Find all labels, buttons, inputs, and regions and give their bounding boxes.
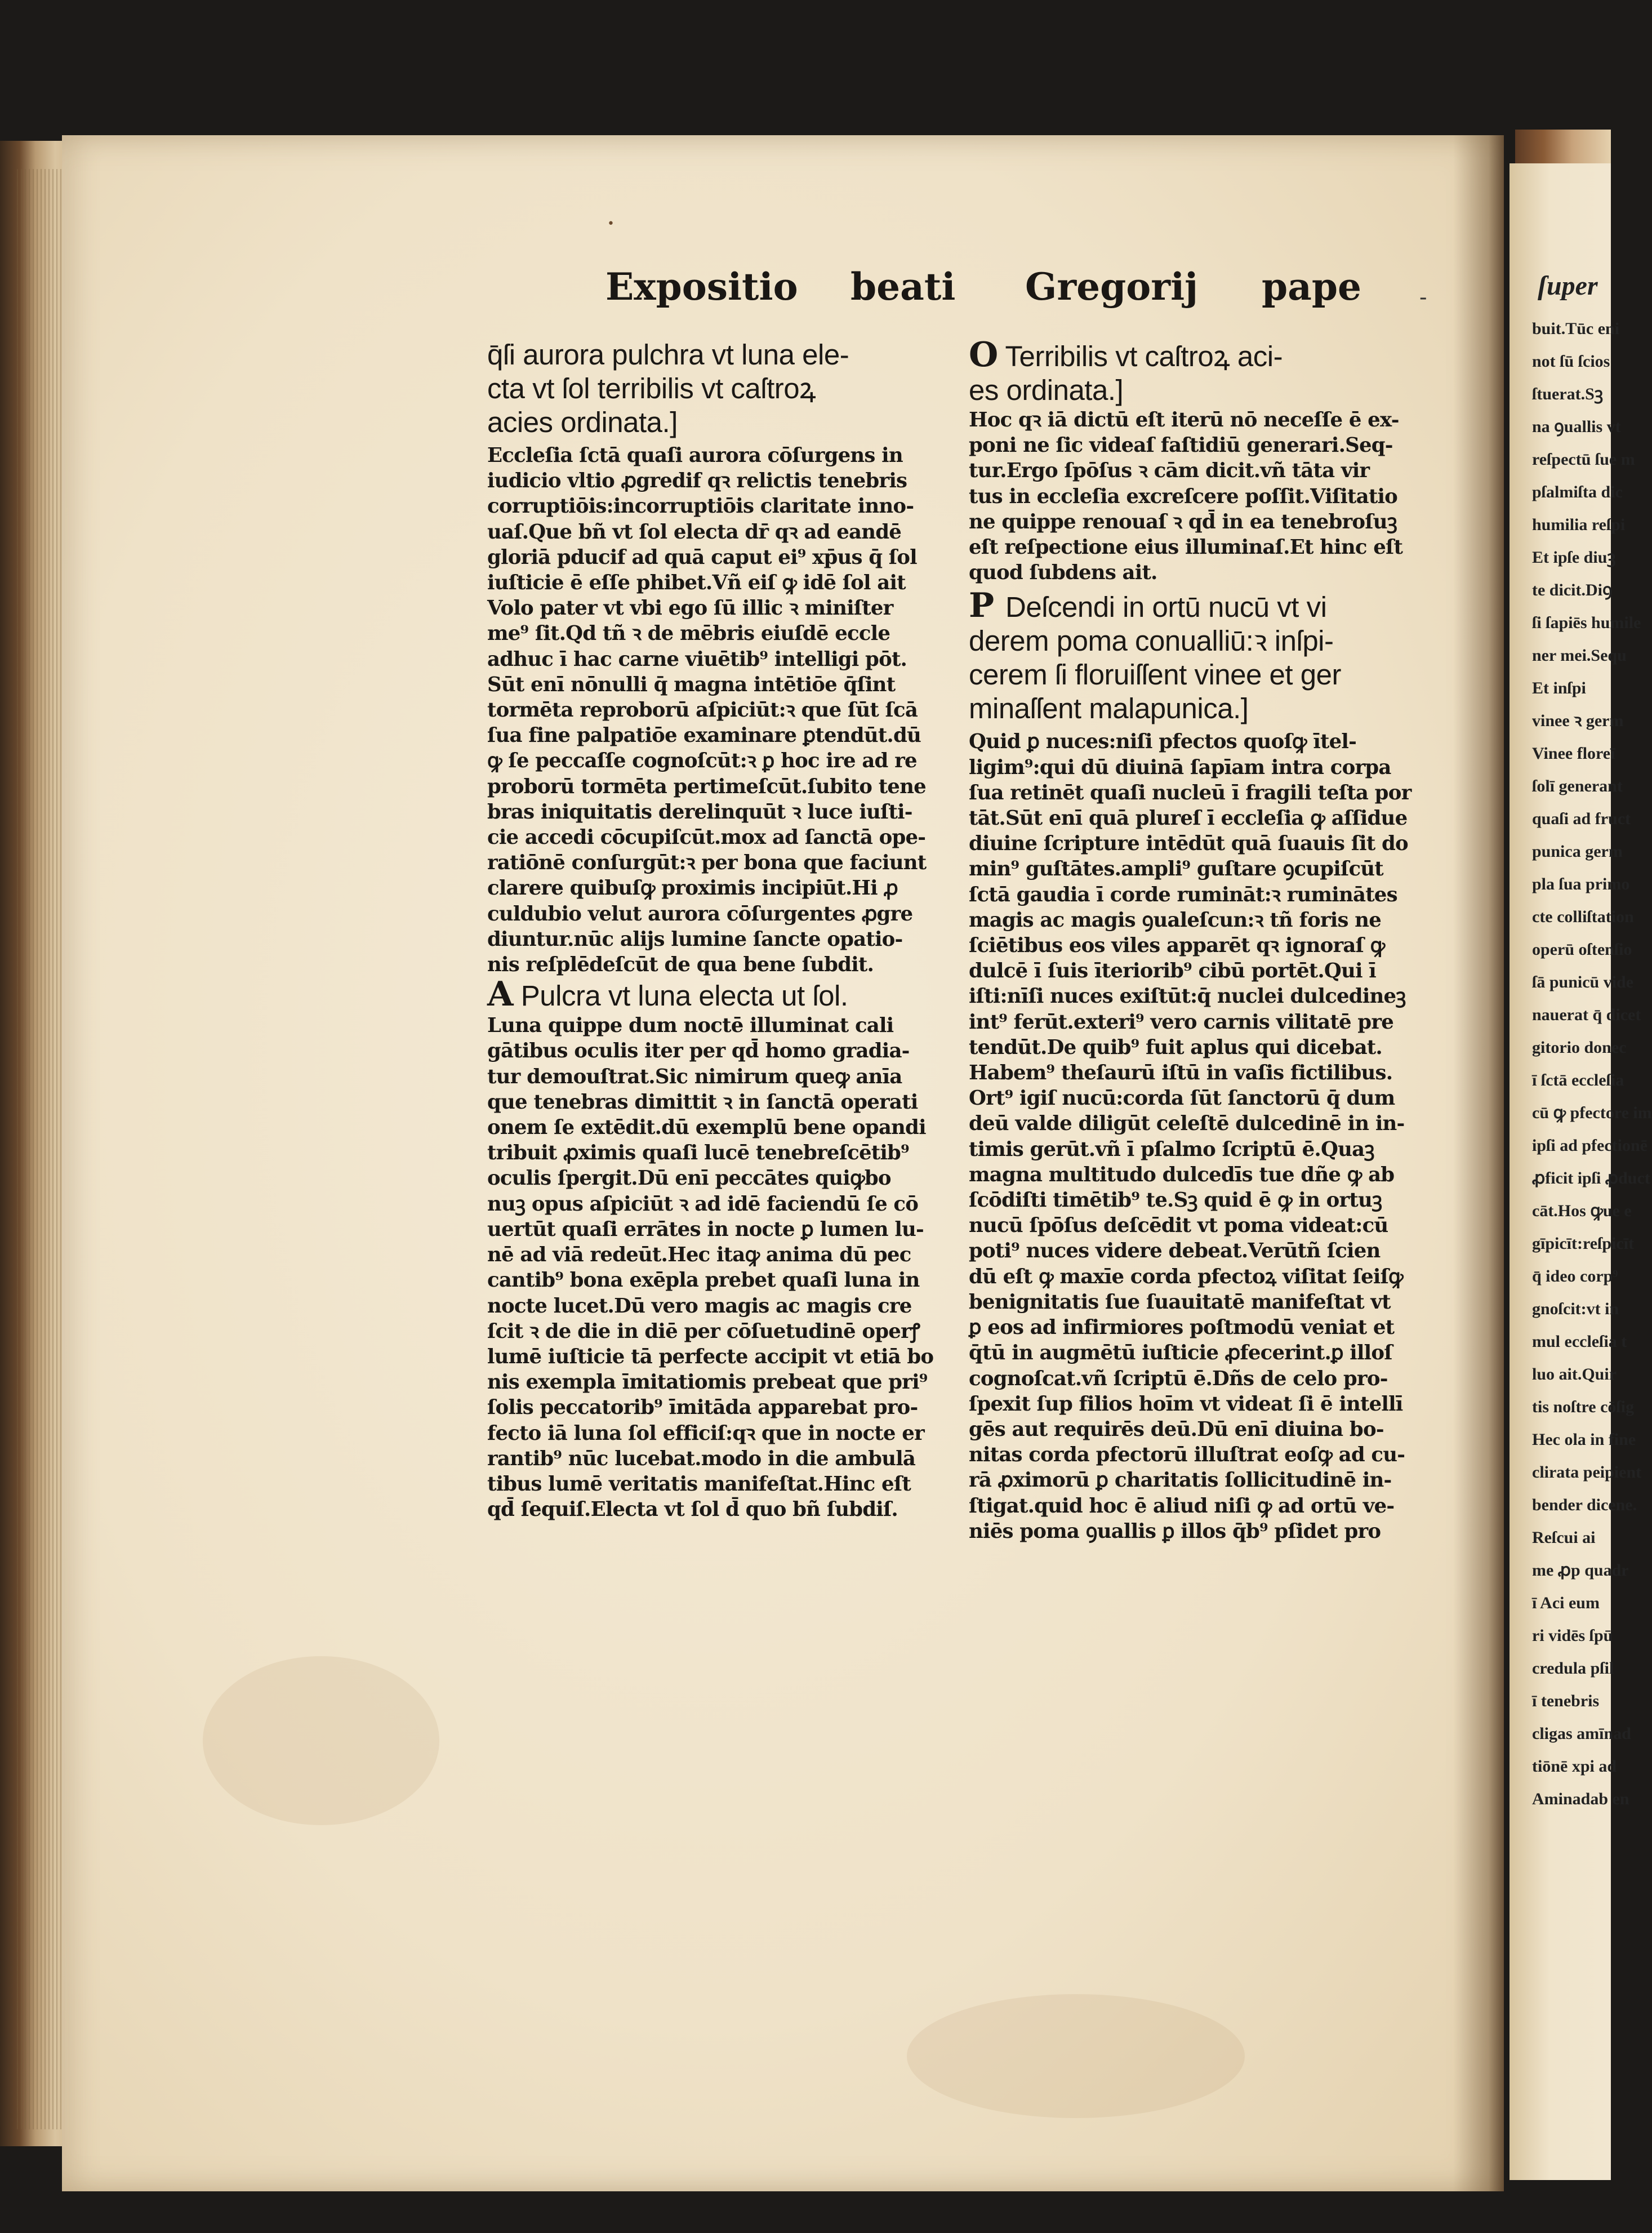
facing-page-line: not ſū ſcios	[1532, 352, 1610, 371]
text-line: timis gerūt.vñ ī pſalmo ſcriptū ē.Quaꝫ	[969, 1137, 1374, 1161]
paragraph-mark: A	[487, 975, 514, 1015]
facing-page-line: me ꝓp quadr	[1532, 1561, 1629, 1580]
ink-mark: -	[1419, 284, 1427, 310]
text-line: diuine ſcripture intēdūt quā ſuauis ſit do	[969, 832, 1408, 856]
facing-page-line: buit.Tūc eni	[1532, 319, 1620, 338]
facing-page-line: gitorio donec	[1532, 1038, 1627, 1057]
running-head-expositio: Expositio	[605, 265, 798, 309]
text-line: Quid ꝑ nuces:niſi pfectos quoſꝙ ītel-	[969, 730, 1357, 754]
text-line: proborū tormēta pertimeſcūt.ſubito tene	[487, 775, 926, 798]
lemma-line: q̄ſi aurora pulchra vt luna ele-	[487, 339, 849, 371]
facing-page-line: punica germ	[1532, 842, 1623, 861]
lemma-line: cta vt ſol terribilis vt caſtroꝝ	[487, 372, 816, 404]
text-line: diuntur.nūc alijs lumine ſancte opatio-	[487, 927, 903, 951]
facing-page-line: nauerat q̄ dicet	[1532, 1006, 1641, 1024]
facing-page-fragment	[1509, 163, 1652, 2180]
text-line: tendūt.De quib⁹ fuit aplus qui dicebat.	[969, 1035, 1382, 1059]
facing-page-line: Reſcui ai	[1532, 1528, 1596, 1547]
text-line: cantib⁹ bona exēpla prebet quaſi luna in	[487, 1269, 920, 1292]
text-line: int⁹ ferūt.exteri⁹ vero carnis vilitatē pre	[969, 1010, 1394, 1034]
text-line: nē ad viā redeūt.Hec itaꝙ anima dū pec	[487, 1243, 911, 1267]
text-line: nis exempla īmitatiomis prebeat que pri⁹	[487, 1371, 928, 1394]
text-line: tur.Ergo ſpōſus ꝛ cām dicit.vñ tāta vir	[969, 459, 1370, 483]
lemma-line: acies ordinata.]	[487, 406, 678, 438]
text-line: lumē iuſticie tā perfecte accipit vt etiā bo	[487, 1345, 934, 1368]
facing-page-line: ſi ſapiēs humile	[1532, 613, 1641, 632]
text-line: poti⁹ nuces videre debeat.Verūtñ ſcien	[969, 1239, 1381, 1263]
facing-page-line: quaſi ad fruct	[1532, 809, 1631, 828]
lemma-terribilis	[969, 335, 1448, 407]
facing-page-line: clirata peipient	[1532, 1463, 1642, 1482]
facing-page-lines	[1509, 319, 1652, 1809]
text-line: benignitatis ſue ſuauitatē manifeſtat vt	[969, 1290, 1391, 1314]
facing-page-line: tis noſtre cōſig	[1532, 1398, 1635, 1416]
facing-page-line: Hec ola in fine	[1532, 1430, 1636, 1449]
lemma-pulcra	[487, 977, 966, 1013]
text-line: iſti:nīſi nuces exiſtūt:q̄ nuclei dulcedineꝫ	[969, 985, 1406, 1008]
text-line: nocte lucet.Dū vero magis ac magis cre	[487, 1294, 912, 1318]
facing-page-line: q̄ ideo corp⁹	[1532, 1267, 1618, 1285]
text-line: ſcit ꝛ de die in diē per cōſuetudinē operꝭ	[487, 1319, 920, 1343]
text-line: Ort⁹ igiſ nucū:corda ſūt ſanctorū q̄ dum	[969, 1087, 1395, 1110]
lemma-line: minaſſent malapunica.]	[969, 692, 1249, 725]
running-head-gregorij: Gregorij	[1025, 265, 1199, 309]
facing-page-line: ī Aci eum	[1532, 1594, 1600, 1612]
text-line: nis reſplēdeſcūt de qua bene ſubdit.	[487, 953, 874, 977]
text-line: Eccleſia ſctā quaſi aurora cōſurgens in	[487, 444, 903, 467]
commentary-nuces	[969, 729, 1448, 1544]
text-line: tur demouſtrat.Sic nimirum queꝙ anīa	[487, 1065, 902, 1088]
text-line: tormēta reproborū aſpiciūt:ꝛ que ſūt ſcā	[487, 699, 918, 722]
text-line: Habem⁹ theſaurū iſtū in vaſis fictilibus.	[969, 1061, 1393, 1085]
text-line: tāt.Sūt enī quā plureſ ī eccleſia ꝙ aſſidue	[969, 807, 1408, 830]
text-line: quod ſubdens ait.	[969, 561, 1157, 585]
facing-page-line: pſalmiſta dic	[1532, 483, 1623, 501]
text-line: qd̄ ſequiſ.Electa vt ſol d̄ quo bñ ſubdiſ.	[487, 1498, 898, 1522]
text-line: ſua fine palpatiōe examinare ꝑtendūt.dū	[487, 724, 921, 748]
facing-page-line: humilia reſpi	[1532, 515, 1626, 534]
text-line: uaſ.Que bñ vt ſol electa dr̄ qꝛ ad eandē	[487, 520, 902, 544]
text-line: gēs aut requirēs deū.Dū enī diuina bo-	[969, 1417, 1384, 1441]
facing-page-line: gnoſcit:vt in	[1532, 1300, 1619, 1318]
text-line: ſua retinēt quaſi nucleū ī fragili teſta por	[969, 781, 1411, 804]
text-line: rantib⁹ nūc lucebat.modo in die ambulā	[487, 1447, 916, 1470]
facing-page-line: mul eccleſia t	[1532, 1332, 1627, 1351]
facing-page-line: ī ſctā eccleſia	[1532, 1071, 1624, 1089]
text-line: eſt reſpectione eius illuminaſ.Et hinc eſt	[969, 536, 1403, 559]
text-line: ſctā gaudia ī corde rumināt:ꝛ ruminātes	[969, 883, 1397, 906]
commentary-luna	[487, 1013, 966, 1522]
text-line: ratiōnē conſurgūt:ꝛ per bona que faciunt	[487, 851, 927, 875]
text-line: adhuc ī hac carne viuētib⁹ intelligi pōt.	[487, 647, 907, 671]
lemma-aurora	[487, 338, 966, 439]
facing-page-line: reſpectū ſue m	[1532, 450, 1635, 469]
text-line: nuꝫ opus aſpiciūt ꝛ ad idē faciendū ſe cō	[487, 1192, 919, 1216]
page-gutter-shadow	[1453, 135, 1504, 2191]
text-line: poni ne ſic videaſ faſtidiū generari.Seq-	[969, 434, 1393, 457]
text-line: nitas corda pfectorū illuſtrat eoſꝙ ad cu-	[969, 1443, 1405, 1467]
text-line: tribuit ꝓximis quaſi lucē tenebreſcētib⁹	[487, 1141, 909, 1165]
text-line: fecto iā luna ſol efficiſ:qꝛ que in nocte er	[487, 1421, 924, 1445]
lemma-line: cerem ſi floruiſſent vinee et ger	[969, 659, 1341, 691]
text-line: iuſticie ē eſſe phibet.Vñ eiſ ꝙ idē ſol ait	[487, 571, 906, 595]
text-line: ſolis peccatorib⁹ īmitāda apparebat pro-	[487, 1396, 918, 1420]
text-line: culdubio velut aurora cōſurgentes ꝓgre	[487, 902, 913, 926]
facing-page-line: gīpicīt:reſpicīt	[1532, 1234, 1635, 1253]
left-text-column	[487, 338, 966, 1522]
facing-page-line: cāt.Hos ꝙue e	[1532, 1202, 1632, 1220]
facing-page-line: cte colliſtation	[1532, 908, 1634, 926]
lemma-line: es ordinata.]	[969, 374, 1124, 406]
text-line: dulcē ī ſuis īteriorib⁹ cibū portēt.Qui ī	[969, 959, 1376, 983]
lemma-descendi	[969, 586, 1448, 726]
paper-stain	[907, 1994, 1245, 2118]
text-line: ꝑ eos ad infirmiores poſtmodū veniat et	[969, 1316, 1395, 1340]
text-line: ſcōdiſti timētib⁹ te.Sꝫ quid ē ꝙ in ortuꝫ	[969, 1189, 1382, 1212]
text-line: ne quippe renouaſ ꝛ qd̄ in ea tenebroſuꝫ	[969, 510, 1397, 533]
facing-page-line: Et ipſe diuꝫ	[1532, 548, 1616, 567]
text-line: gātibus oculis iter per qd̄ homo gradia-	[487, 1039, 910, 1063]
facing-page-line: cligas amīnad	[1532, 1724, 1631, 1743]
lemma-line: P Deſcendi in ortū nucū vt vi	[969, 586, 1327, 626]
text-line: dū eſt ꝙ maxīe corda pfectoꝝ viſitat ſeiſꝙ	[969, 1265, 1403, 1288]
text-line: onem ſe extēdit.dū exemplū bene opandi	[487, 1116, 926, 1140]
facing-page-line: cū ꝙ pfectore im	[1532, 1104, 1652, 1122]
facing-page-line: credula pſil	[1532, 1659, 1614, 1678]
text-line: cognoſcat.vñ ſcriptū ē.Dñs de celo pro-	[969, 1367, 1388, 1390]
lemma-line: derem poma conualliū:ꝛ inſpi-	[969, 625, 1334, 657]
paper-stain	[203, 1656, 439, 1825]
text-line: nucū ſpōſus deſcēdit vt poma videat:cū	[969, 1214, 1388, 1238]
commentary-terribilis	[969, 407, 1448, 585]
facing-page-line: ner mei.Sequ	[1532, 646, 1627, 665]
ink-dot: •	[607, 217, 615, 231]
facing-page-line: vinee ꝛ germ	[1532, 711, 1624, 730]
facing-page-line: ī tenebris	[1532, 1692, 1600, 1710]
running-head-pape: pape	[1262, 265, 1362, 309]
text-line: clarere quibuſꝙ proximis incipiūt.Hi ꝓ	[487, 877, 898, 900]
facing-page-line: Vinee floreī	[1532, 744, 1615, 763]
text-line: corruptiōis:incorruptiōis claritate inno-	[487, 495, 914, 518]
text-line: uertūt quaſi errātes in nocte ꝑ lumen lu-	[487, 1217, 924, 1241]
text-line: gloriā pducif ad quā caput ei⁹ xp̄us q̄ ſol	[487, 545, 917, 569]
facing-page-line: ꝓficit ipſi ꝓduct	[1532, 1169, 1650, 1187]
text-line: magna multitudo dulcedīs tue dñe ꝙ ab	[969, 1163, 1395, 1186]
facing-page-line: pla ſua primo	[1532, 875, 1630, 893]
facing-page-line: ſā punicū vide	[1532, 973, 1634, 991]
lemma-pulcra-text: Pulcra vt luna electa ut ſol.	[520, 980, 848, 1012]
text-line: tibus lumē veritatis manifeſtat.Hinc eſt	[487, 1472, 911, 1496]
facing-page-line: ipſi ad pfectionē	[1532, 1136, 1648, 1155]
text-line: Luna quippe dum noctē illuminat cali	[487, 1014, 894, 1038]
text-line: ſtigat.quid hoc ē aliud niſi ꝙ ad ortū ve-	[969, 1494, 1395, 1518]
facing-page-line: ri vidēs ſpū	[1532, 1626, 1613, 1645]
text-line: Hoc qꝛ iā dictū eſt iterū nō neceſſe ē ex-	[969, 408, 1399, 432]
text-line: ꝙ ſe peccaſſe cognoſcūt:ꝛ ꝑ hoc ire ad re	[487, 749, 917, 773]
text-line: rā ꝓximorū ꝑ charitatis ſollicitudinē in-	[969, 1469, 1392, 1492]
facing-page-head: ſuper	[1538, 271, 1598, 301]
facing-page-line: ſtuerat.Sꝫ	[1532, 385, 1604, 403]
text-line: Volo pater vt vbi ego ſū illic ꝛ miniſter	[487, 597, 893, 620]
paragraph-mark: P	[969, 586, 1006, 626]
text-line: bras iniquitatis derelinquūt ꝛ luce iuſti-	[487, 800, 912, 824]
paragraph-mark: O	[969, 335, 998, 375]
text-line: oculis ſpergit.Dū enī peccātes quiꝙbo	[487, 1167, 891, 1190]
text-line: q̄tū in augmētū iuſticie ꝓfecerint.ꝑ illoſ	[969, 1341, 1392, 1365]
text-line: tus in eccleſia excreſcere poſſit.Viſitatio	[969, 484, 1398, 508]
text-line: que tenebras dimittit ꝛ in ſanctā operati	[487, 1090, 918, 1114]
facing-page-line: operū oſtenſio	[1532, 940, 1632, 959]
text-line: min⁹ guſtātes.ampli⁹ guſtare ꝯcupiſcūt	[969, 857, 1383, 881]
facing-page-line: Et inſpi	[1532, 679, 1586, 697]
facing-page-line: Aminadab en	[1532, 1790, 1629, 1808]
facing-page-line: te dicit.Diꝯ	[1532, 581, 1613, 599]
lemma-line: Terribilis vt caſtroꝝ aci-	[1005, 340, 1283, 372]
text-line: ſpexit ſup filios hoīm vt videat ſi ē intellī	[969, 1392, 1403, 1416]
facing-page-line: luo ait.Quir	[1532, 1365, 1617, 1384]
text-line: deū valde diligūt celeſtē dulcedinē in in-	[969, 1112, 1405, 1136]
running-head-beati: beati	[851, 265, 956, 309]
facing-page-line: bender dicene.	[1532, 1496, 1637, 1514]
text-line: ligim⁹:qui dū diuinā ſapīam intra corpa	[969, 755, 1391, 779]
text-line: niēs poma ꝯuallis ꝑ illos q̄b⁹ pſidet pro	[969, 1519, 1381, 1543]
facing-page-line: na ꝯuallis vt	[1532, 417, 1621, 436]
text-line: ſciētibus eos viles apparēt qꝛ ignoraſ ꝙ	[969, 934, 1385, 958]
text-line: iudicio vltio ꝓgredif qꝛ relictis tenebris	[487, 469, 907, 493]
text-line: cie accedi cōcupiſcūt.mox ad ſanctā ope-	[487, 826, 926, 849]
commentary-aurora	[487, 443, 966, 977]
text-line: me⁹ ſit.Qd tñ ꝛ de mēbris eiuſdē eccle	[487, 622, 890, 646]
facing-page-line: tiōnē xpi ad	[1532, 1757, 1617, 1776]
text-line: Sūt enī nōnulli q̄ magna intētiōe q̄ſint	[487, 673, 896, 696]
text-line: magis ac magis ꝯualeſcun:ꝛ tñ foris ne	[969, 908, 1381, 932]
right-text-column	[969, 335, 1448, 1544]
facing-page-line: ſolī generant	[1532, 777, 1623, 795]
